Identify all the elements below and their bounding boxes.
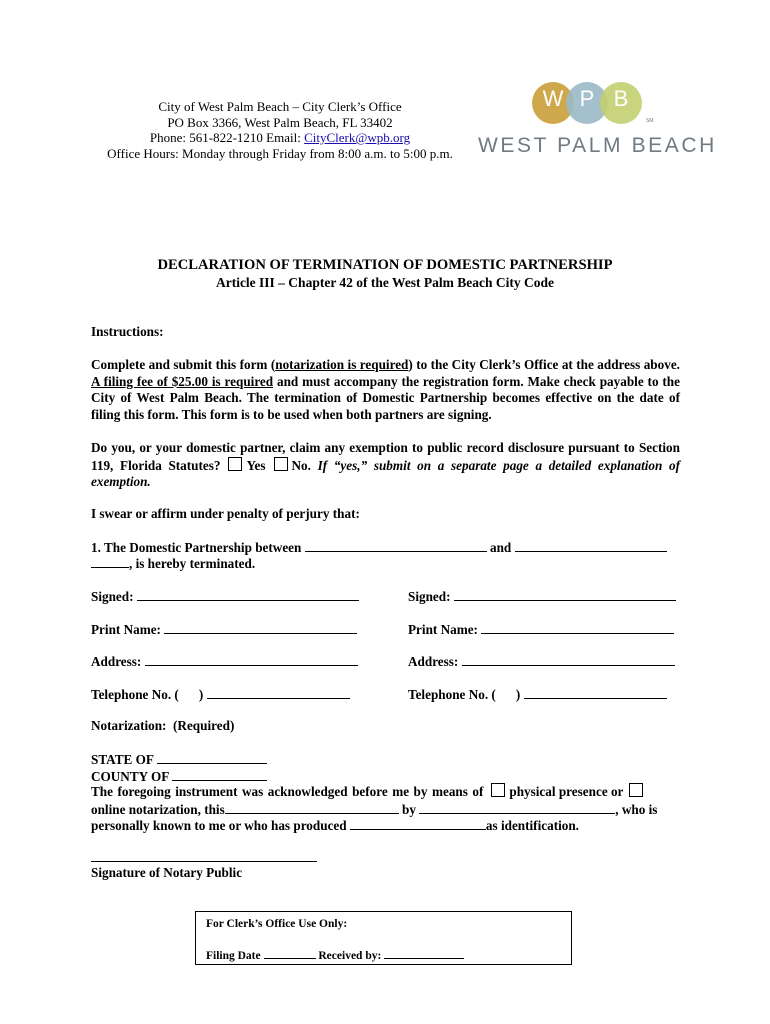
physical-presence-label: physical presence or bbox=[509, 784, 624, 799]
signed-label: Signed: bbox=[408, 589, 451, 604]
address-left bbox=[91, 652, 358, 671]
filing-date-field[interactable] bbox=[264, 947, 316, 959]
print-name-right bbox=[408, 620, 674, 639]
physical-presence-checkbox[interactable] bbox=[491, 783, 505, 797]
telephone-field-left[interactable] bbox=[207, 685, 350, 699]
partner-2-field[interactable] bbox=[515, 538, 667, 552]
exemption-note: If “yes,” submit on a separate page a detailed explanation of exemption. bbox=[91, 457, 681, 489]
address-right bbox=[408, 652, 675, 671]
signed-label: Signed: bbox=[91, 589, 134, 604]
address-field-left[interactable] bbox=[145, 652, 358, 666]
address-label: Address: bbox=[408, 654, 459, 669]
terminated-label: , is hereby terminated. bbox=[129, 556, 256, 571]
received-by-label: Received by: bbox=[318, 950, 382, 962]
exemption-question: Do you, or your domestic partner, claim any exemption to public record disclosure pursuant to Section 119, Florida Statutes? bbox=[91, 440, 680, 473]
filing-fee: A filing fee of $25.00 is required bbox=[91, 373, 274, 389]
clerk-box-heading: For Clerk’s Office Use Only: bbox=[206, 918, 348, 930]
received-by-field[interactable] bbox=[384, 947, 464, 959]
by-label: by bbox=[402, 802, 416, 817]
date-field[interactable] bbox=[225, 800, 399, 814]
no-checkbox[interactable] bbox=[274, 457, 288, 471]
yes-label: Yes bbox=[246, 457, 266, 473]
clerk-use-box bbox=[195, 911, 572, 965]
as-identification-label: as identification. bbox=[485, 818, 579, 833]
signed-field-left[interactable] bbox=[137, 587, 359, 601]
partnership-line-2 bbox=[91, 554, 255, 573]
state-label: STATE OF bbox=[91, 752, 154, 767]
who-is-label: , who is bbox=[615, 802, 658, 817]
paren-close: ) bbox=[198, 687, 204, 702]
office-contact bbox=[100, 130, 460, 146]
notarization-heading: Notarization: (Required) bbox=[91, 718, 235, 733]
no-label: No. bbox=[291, 457, 311, 473]
and-label: and bbox=[489, 540, 512, 555]
email-link[interactable]: CityClerk@wpb.org bbox=[304, 130, 411, 145]
identification-line bbox=[91, 816, 579, 835]
print-name-label: Print Name: bbox=[91, 622, 161, 637]
notary-signature-label: Signature of Notary Public bbox=[91, 865, 243, 880]
partner-1-field[interactable] bbox=[305, 538, 487, 552]
address-field-right[interactable] bbox=[462, 652, 675, 666]
office-hours: Office Hours: Monday through Friday from 8:00 a.m. to 5:00 p.m. bbox=[107, 145, 453, 161]
signed-left bbox=[91, 587, 359, 606]
state-field[interactable] bbox=[157, 750, 267, 764]
exemption-paragraph bbox=[91, 440, 680, 491]
wpb-logo bbox=[478, 78, 717, 160]
telephone-label: Telephone No. ( bbox=[91, 687, 179, 702]
print-name-label: Print Name: bbox=[408, 622, 478, 637]
partner-2-field-continued[interactable] bbox=[91, 554, 129, 568]
telephone-label: Telephone No. ( bbox=[408, 687, 496, 702]
notarization-required: notarization is required bbox=[275, 357, 409, 372]
telephone-field-right[interactable] bbox=[524, 685, 667, 699]
partnership-between-label: 1. The Domestic Partnership between bbox=[91, 540, 302, 555]
acknowledged-text: The foregoing instrument was acknowledged before me by means of bbox=[91, 784, 484, 799]
instructions-heading: Instructions: bbox=[91, 324, 164, 339]
online-notarization-checkbox[interactable] bbox=[629, 783, 643, 797]
phone-text: Phone: 561-822-1210 Email: bbox=[149, 130, 305, 145]
print-name-left bbox=[91, 620, 357, 639]
yes-checkbox[interactable] bbox=[228, 457, 242, 471]
signed-field-right[interactable] bbox=[454, 587, 676, 601]
page-title: DECLARATION OF TERMINATION OF DOMESTIC PARTNERSHIP bbox=[157, 257, 613, 273]
paren-close: ) bbox=[515, 687, 521, 702]
logo-wordmark: WEST PALM BEACH bbox=[478, 134, 717, 157]
clerk-box-fields bbox=[206, 947, 464, 962]
by-field[interactable] bbox=[419, 800, 615, 814]
state-line bbox=[91, 750, 267, 769]
p1-text-a: Complete and submit this form ( bbox=[91, 357, 276, 372]
online-notarization-text: online notarization, this bbox=[91, 802, 225, 817]
print-name-field-left[interactable] bbox=[164, 620, 357, 634]
identification-field[interactable] bbox=[350, 816, 486, 830]
county-field[interactable] bbox=[172, 767, 267, 781]
p1-text-b: ) to the City Clerk’s Office at the address above. bbox=[408, 357, 680, 372]
filing-date-label: Filing Date bbox=[206, 950, 261, 962]
telephone-right bbox=[408, 685, 667, 704]
instructions-paragraph bbox=[91, 357, 680, 423]
swear-statement: I swear or affirm under penalty of perjury that: bbox=[91, 506, 360, 521]
office-address: PO Box 3366, West Palm Beach, FL 33402 bbox=[167, 114, 393, 130]
identification-text: personally known to me or who has produced bbox=[91, 818, 347, 833]
logo-sm-mark: SM bbox=[646, 118, 654, 124]
signed-right bbox=[408, 587, 676, 606]
acknowledged-line bbox=[91, 783, 680, 801]
telephone-left bbox=[91, 685, 350, 704]
address-label: Address: bbox=[91, 654, 142, 669]
logo-letter-w: W bbox=[542, 86, 564, 111]
office-name: City of West Palm Beach – City Clerk’s Office bbox=[158, 99, 402, 114]
county-label: COUNTY OF bbox=[91, 769, 169, 784]
notary-signature-line[interactable] bbox=[91, 861, 317, 862]
print-name-field-right[interactable] bbox=[481, 620, 674, 634]
p1-text-c: and must accompany the registration form. Make check payable to the City of West Palm Beach. The termination of Domestic Partnership becomes effective on the date of filing this form. This form is to be used when both partners are signing. bbox=[91, 373, 680, 422]
logo-letter-p: P bbox=[579, 86, 595, 111]
logo-letter-b: B bbox=[613, 86, 629, 111]
page-subtitle: Article III – Chapter 42 of the West Palm Beach City Code bbox=[215, 275, 555, 290]
office-header bbox=[100, 99, 460, 161]
